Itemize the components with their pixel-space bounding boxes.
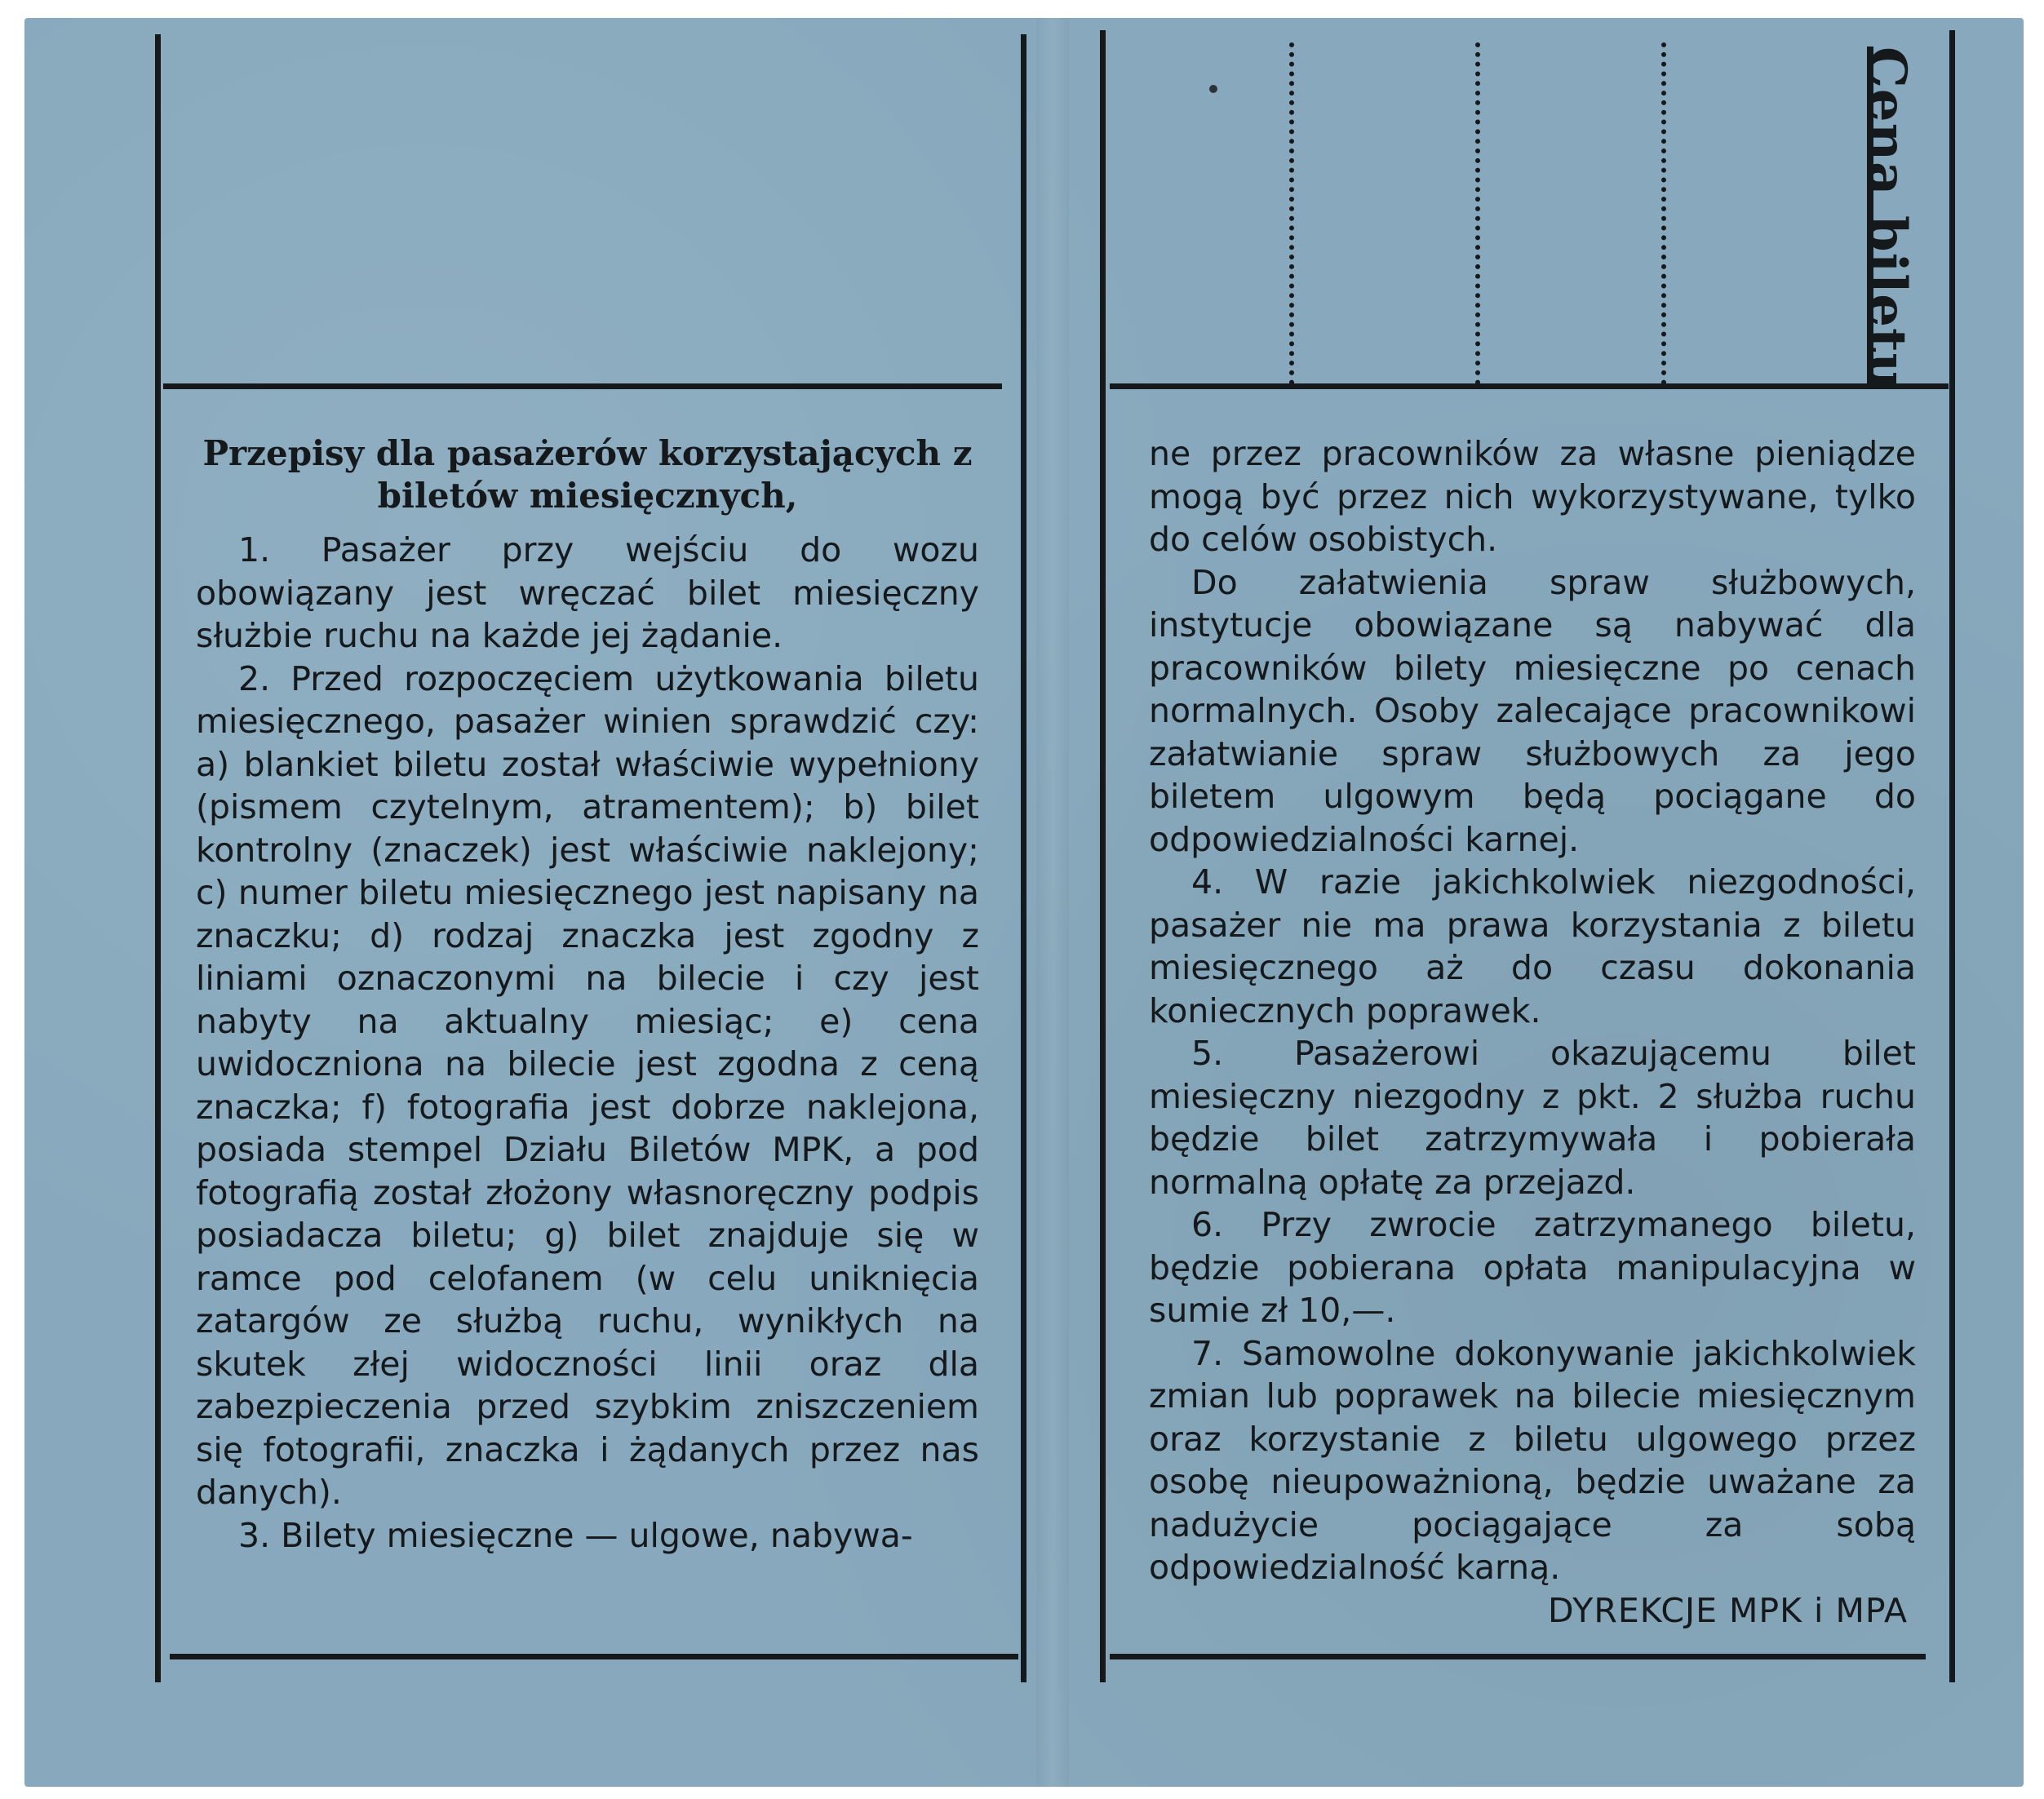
rule-5: 5. Pasażerowi okazującemu bilet miesięczny niezgodny z pkt. 2 służba ruchu będzie bilet zatrzymywała i pobierała normalną opłatę za przejazd. <box>1149 1034 1916 1202</box>
right-bottom-rule <box>1110 1654 1926 1659</box>
stamp-field-separator-3 <box>1661 42 1666 385</box>
rule-3-paragraph-2: Do załatwienia spraw służbowych, instytucje obowiązane są nabywać dla pracowników bilety miesięczne po cenach normalnych. Osoby zalecające pracownikowi załatwianie spraw służbowych za jego biletem ulgowym będą pociągane do odpowiedzialności karnej. <box>1149 562 1916 859</box>
rule-3-continuation: ne przez pracowników za własne pieniądze mogą być przez nich wykorzystywane, tylko do celów osobistych. <box>1149 434 1916 559</box>
left-bottom-rule <box>170 1654 1018 1659</box>
right-top-divider <box>1110 383 1949 389</box>
price-label: Cena biletu <box>1856 46 1918 392</box>
ticket-card <box>24 18 2024 1787</box>
rules-heading: Przepisy dla pasażerów korzystających z biletów miesięcznych, <box>202 433 973 516</box>
stamp-field-separator-1 <box>1289 42 1294 385</box>
left-text-column <box>196 432 979 1557</box>
rule-1: 1. Pasażer przy wejściu do wozu obowiązany jest wręczać bilet miesięczny służbie ruchu na każde jej żądanie. <box>196 530 979 655</box>
rule-7: 7. Samowolne dokonywanie jakichkolwiek zmian lub poprawek na bilecie miesięcznym oraz korzystanie z biletu ulgowego przez osobę nieupoważnioną, będzie uważane za nadużycie pociągające za sobą odpowiedzialność karną. <box>1149 1333 1916 1587</box>
rule-3-start: 3. Bilety miesięczne — ulgowe, nabywa- <box>238 1515 913 1555</box>
rule-6: 6. Przy zwrocie zatrzymanego biletu, będzie pobierana opłata manipulacyjna w sumie zł 10,—. <box>1149 1205 1916 1330</box>
ink-spot <box>1209 85 1217 93</box>
signature: DYREKCJE MPK i MPA <box>1547 1590 1908 1630</box>
center-fold <box>1036 18 1069 1787</box>
stamp-field-separator-2 <box>1475 42 1480 385</box>
price-label-box <box>1842 46 1932 392</box>
right-text-column <box>1149 432 1916 1632</box>
rule-4: 4. W razie jakichkolwiek niezgodności, pasażer nie ma prawa korzystania z biletu miesięcznego aż do czasu dokonania koniecznych poprawek. <box>1149 862 1916 1030</box>
rule-2: 2. Przed rozpoczęciem użytkowania biletu miesięcznego, pasażer winien sprawdzić czy: a) blankiet biletu został właściwie wypełniony (pismem czytelnym, atramentem); b) bilet kontrolny (znaczek) jest właściwie naklejony; c) numer biletu miesięcznego jest napisany na znaczku; d) rodzaj znaczka jest zgodny z liniami oznaczonymi na bilecie i czy jest nabyty na aktualny miesiąc; e) cena uwidoczniona na bilecie jest zgodna z ceną znaczka; f) fotografia jest dobrze naklejona, posiada stempel Działu Biletów MPK, a pod fotografią został złożony własnoręczny podpis posiadacza biletu; g) bilet znajduje się w ramce pod celofanem (w celu uniknięcia zatargów ze służbą ruchu, wynikłych na skutek złej widoczności linii oraz dla zabezpieczenia przed szybkim zniszczeniem się fotografii, znaczka i żądanych przez nas danych). <box>196 658 979 1512</box>
left-top-divider <box>163 383 1002 389</box>
